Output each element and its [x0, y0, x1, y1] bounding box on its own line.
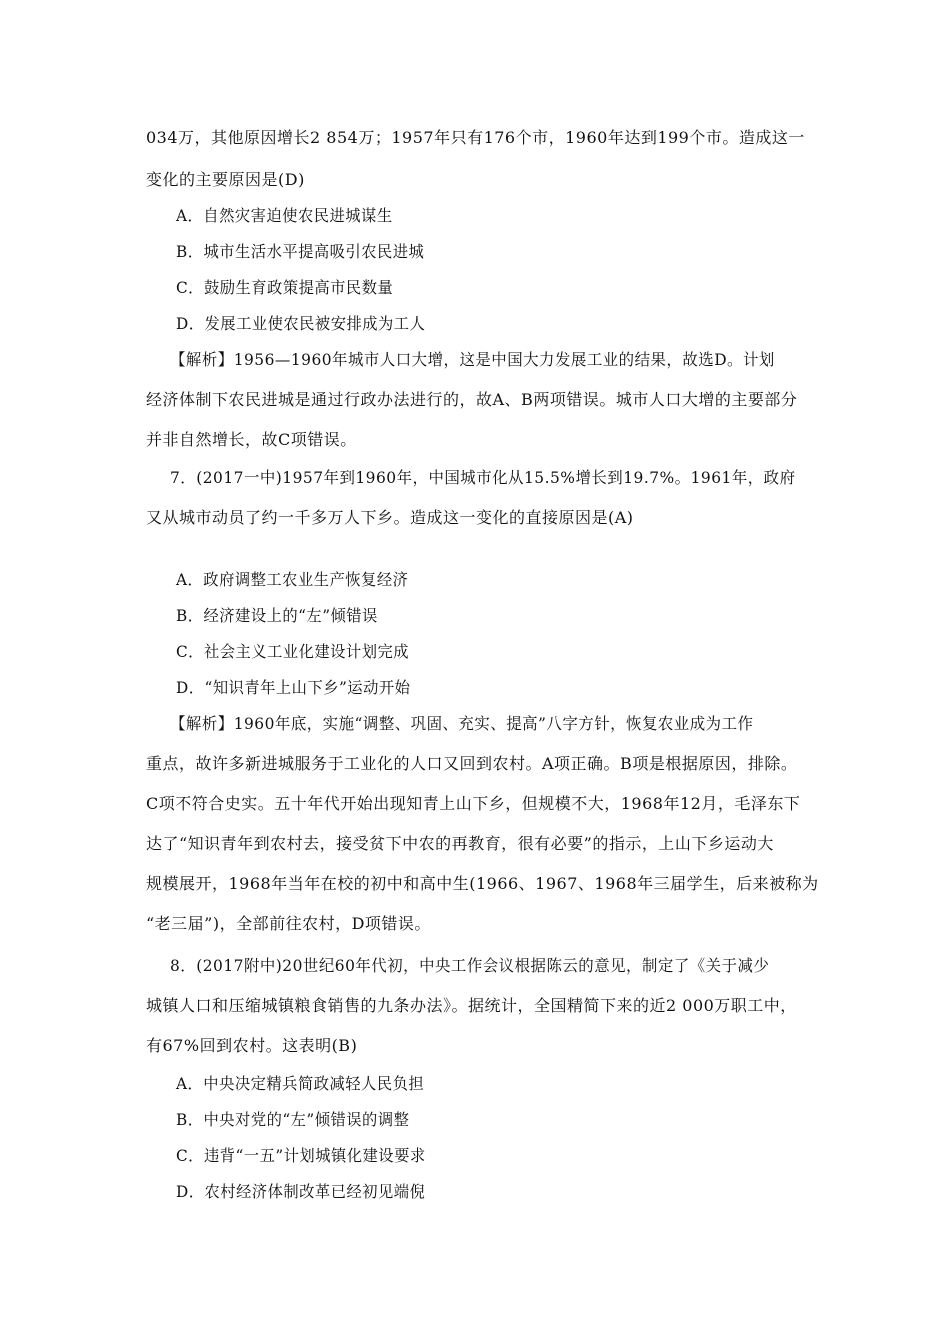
q6-analysis-line3: 并非自然增长，故C项错误。 [146, 430, 357, 449]
q8-stem-line1: 8．(2017附中)20世纪60年代初，中央工作会议根据陈云的意见，制定了《关于减少 [170, 956, 770, 975]
q6-option-b: B．城市生活水平提高吸引农民进城 [176, 242, 425, 261]
q6-analysis-line2: 经济体制下农民进城是通过行政办法进行的，故A、B两项错误。城市人口大增的主要部分 [146, 390, 798, 409]
q6-stem-line1: 034万，其他原因增长2 854万；1957年只有176个市，1960年达到199个市。造成这一 [146, 128, 805, 147]
q7-option-a: A．政府调整工农业生产恢复经济 [176, 570, 409, 589]
q8-option-c: C．违背“一五”计划城镇化建设要求 [176, 1146, 426, 1165]
q7-analysis-line6: “老三届”)，全部前往农村，D项错误。 [146, 914, 431, 933]
q6-option-a: A．自然灾害迫使农民进城谋生 [176, 206, 393, 225]
q6-option-c: C．鼓励生育政策提高市民数量 [176, 278, 394, 297]
q7-stem-line2: 又从城市动员了约一千多万人下乡。造成这一变化的直接原因是(A) [146, 508, 634, 527]
q8-option-a: A．中央决定精兵简政减轻人民负担 [176, 1074, 425, 1093]
q8-option-b: B．中央对党的“左”倾错误的调整 [176, 1110, 410, 1129]
q7-option-c: C．社会主义工业化建设计划完成 [176, 642, 410, 661]
q7-option-b: B．经济建设上的“左”倾错误 [176, 606, 378, 625]
q7-stem-line1: 7．(2017一中)1957年到1960年，中国城市化从15.5%增长到19.7%。1961年，政府 [170, 468, 796, 487]
q7-analysis-line5: 规模展开，1968年当年在校的初中和高中生(1966、1967、1968年三届学生，后来被称为 [146, 874, 819, 893]
q6-option-d: D．发展工业使农民被安排成为工人 [176, 314, 426, 333]
q7-analysis-line2: 重点，故许多新进城服务于工业化的人口又回到农村。A项正确。B项是根据原因，排除。 [146, 754, 798, 773]
q6-stem-line2: 变化的主要原因是(D) [146, 170, 305, 189]
q7-option-d: D．“知识青年上山下乡”运动开始 [176, 678, 411, 697]
q7-analysis-line4: 达了“知识青年到农村去，接受贫下中农的再教育，很有必要”的指示，上山下乡运动大 [146, 834, 774, 853]
q8-stem-line2: 城镇人口和压缩城镇粮食销售的九条办法》。据统计，全国精简下来的近2 000万职工中， [146, 996, 797, 1015]
q7-analysis-line3: C项不符合史实。五十年代开始出现知青上山下乡，但规模不大，1968年12月，毛泽东下 [146, 794, 801, 813]
q8-stem-line3: 有67%回到农村。这表明(B) [146, 1036, 358, 1055]
q7-analysis-line1: 【解析】1960年底，实施“调整、巩固、充实、提高”八字方针，恢复农业成为工作 [170, 714, 754, 733]
q6-analysis-line1: 【解析】1956—1960年城市人口大增，这是中国大力发展工业的结果，故选D。计划 [170, 350, 775, 369]
q8-option-d: D．农村经济体制改革已经初见端倪 [176, 1182, 426, 1201]
